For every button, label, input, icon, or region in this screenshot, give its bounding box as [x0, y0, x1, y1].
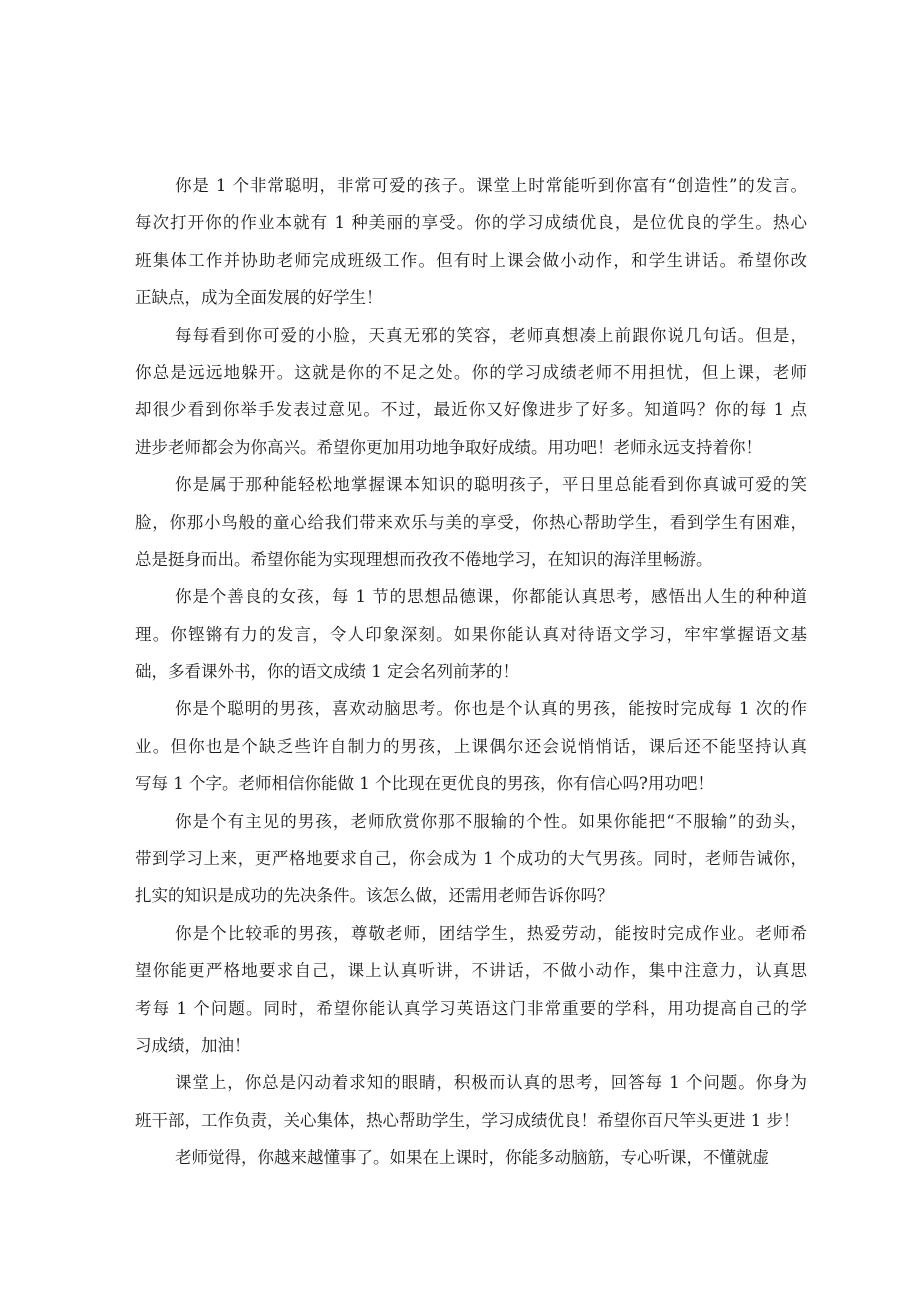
comment-paragraph [135, 1139, 807, 1176]
paragraph-line: 你是 1 个非常聪明，非常可爱的孩子。课堂上时常能听到你富有“创造性”的发言。 [175, 176, 807, 195]
comment-paragraph [135, 1064, 807, 1139]
paragraph-line: 进步老师都会为你高兴。希望你更加用功地争取好成绩。用功吧！老师永远支持着你！ [135, 437, 762, 457]
paragraph-line: 考每 1 个问题。同时，希望你能认真学习英语这门非常重要的学科，用功提高自己的学 [135, 998, 807, 1018]
paragraph-line: 总是挺身而出。希望你能为实现理想而孜孜不倦地学习，在知识的海洋里畅游。 [135, 549, 713, 569]
comment-paragraph [135, 317, 807, 467]
paragraph-line: 础，多看课外书，你的语文成绩 1 定会名列前茅的！ [135, 662, 519, 682]
paragraph-line: 脸，你那小鸟般的童心给我们带来欢乐与美的享受，你热心帮助学生，看到学生有困难， [135, 512, 807, 532]
paragraph-line: 每每看到你可爱的小脸，天真无邪的笑容，老师真想凑上前跟你说几句话。但是， [175, 325, 807, 345]
paragraph-line: 你是个聪明的男孩，喜欢动脑思考。你也是个认真的男孩，能按时完成每 1 次的作 [175, 699, 807, 719]
paragraph-line: 却很少看到你举手发表过意见。不过，最近你又好像进步了好多。知道吗？你的每 1 点 [135, 400, 807, 420]
paragraph-line: 理。你铿锵有力的发言，令人印象深刻。如果你能认真对待语文学习，牢牢掌握语文基 [135, 624, 807, 644]
paragraph-line: 带到学习上来，更严格地要求自己，你会成为 1 个成功的大气男孩。同时，老师告诫你， [135, 849, 807, 869]
paragraph-line: 扎实的知识是成功的先决条件。该怎么做，还需用老师告诉你吗？ [135, 886, 614, 906]
comment-paragraph [135, 167, 807, 317]
comment-paragraph [135, 578, 807, 690]
paragraph-line: 业。但你也是个缺乏些许自制力的男孩，上课偶尔还会说悄悄话，课后还不能坚持认真 [135, 736, 807, 756]
paragraph-line: 老师觉得，你越来越懂事了。如果在上课时，你能多动脑筋，专心听课，不懂就虚 [175, 1148, 769, 1168]
comment-paragraph [135, 803, 807, 915]
paragraph-line: 你是个有主见的男孩，老师欣赏你那不服输的个性。如果你能把“不服输”的劲头， [175, 811, 807, 831]
comment-paragraph [135, 466, 807, 578]
comment-paragraph [135, 915, 807, 1065]
paragraph-line: 你是属于那种能轻松地掌握课本知识的聪明孩子，平日里总能看到你真诚可爱的笑 [175, 475, 807, 495]
paragraph-line: 班干部，工作负责，关心集体，热心帮助学生，学习成绩优良！希望你百尺竿头更进 1 步！ [135, 1110, 800, 1130]
document-body [135, 167, 807, 1177]
paragraph-line: 你是个善良的女孩，每 1 节的思想品德课，你都能认真思考，感悟出人生的种种道 [175, 587, 807, 607]
paragraph-line: 正缺点，成为全面发展的好学生！ [135, 288, 383, 308]
paragraph-line: 写每 1 个字。老师相信你能做 1 个比现在更优良的男孩，你有信心吗?用功吧！ [135, 774, 714, 794]
paragraph-line: 课堂上，你总是闪动着求知的眼睛，积极而认真的思考，回答每 1 个问题。你身为 [175, 1073, 807, 1093]
paragraph-line: 习成绩，加油！ [135, 1035, 251, 1055]
paragraph-line: 你是个比较乖的男孩，尊敬老师，团结学生，热爱劳动，能按时完成作业。老师希 [175, 923, 807, 943]
comment-paragraph [135, 690, 807, 802]
paragraph-line: 每次打开你的作业本就有 1 种美丽的享受。你的学习成绩优良，是位优良的学生。热心 [135, 213, 807, 233]
paragraph-line: 班集体工作并协助老师完成班级工作。但有时上课会做小动作，和学生讲话。希望你改 [135, 250, 807, 270]
paragraph-line: 你总是远远地躲开。这就是你的不足之处。你的学习成绩老师不用担忧，但上课，老师 [135, 362, 807, 382]
paragraph-line: 望你能更严格地要求自己，课上认真听讲，不讲话，不做小动作，集中注意力，认真思 [135, 961, 807, 981]
